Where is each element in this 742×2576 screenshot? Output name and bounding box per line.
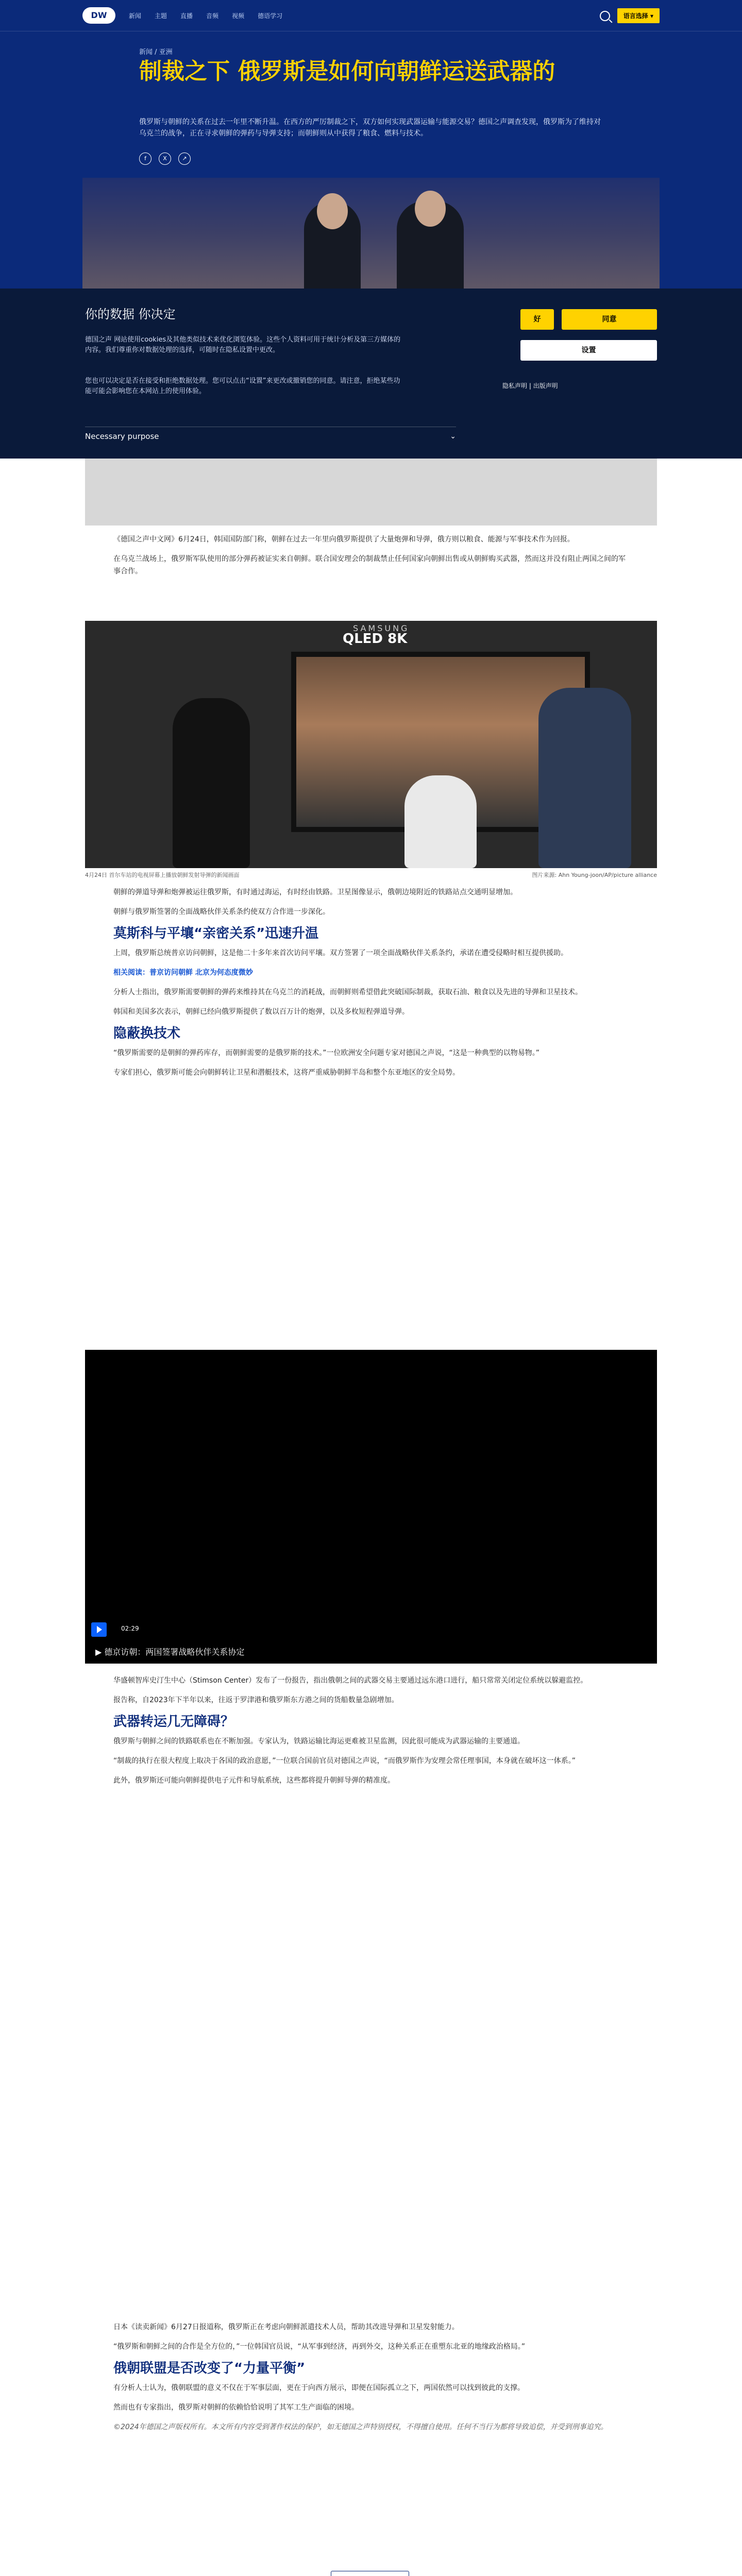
section-heading: 莫斯科与平壤“亲密关系”迅速升温 — [113, 926, 319, 941]
header-actions — [600, 8, 660, 23]
accept-short-button[interactable]: 好 — [520, 309, 554, 330]
paragraph: 日本《读卖新闻》6月27日报道称，俄罗斯正在考虑向朝鲜派遣技术人员，帮助其改进导弹和卫星发射能力。 — [113, 2323, 459, 2331]
photo-credit: 图片来源: Ahn Young-joon/AP/picture alliance — [532, 872, 657, 878]
person-silhouette — [404, 775, 477, 868]
article-lead: 俄罗斯与朝鲜的关系在过去一年里不断升温。在西方的严厉制裁之下，双方如何实现武器运输与能源交易？德国之声调查发现，俄罗斯为了维持对乌克兰的战争，正在寻求朝鲜的弹药与导弹支持；而朝鲜则从中获得了粮食、燃料与技术。 — [139, 118, 601, 138]
paragraph: 上周，俄罗斯总统普京访问朝鲜，这是他二十多年来首次访问平壤。双方签署了一项全面战略伙伴关系条约，承诺在遭受侵略时相互提供援助。 — [113, 949, 568, 957]
cookie-consent-banner — [0, 289, 742, 459]
video-duration: 02:29 — [121, 1625, 139, 1632]
article-paragraphs-2 — [113, 886, 629, 1086]
article-paragraphs-4 — [113, 2321, 629, 2441]
necessary-purpose-toggle[interactable] — [85, 427, 456, 446]
paragraph: 韩国和美国多次表示，朝鲜已经向俄罗斯提供了数以百万计的炮弹，以及多枚短程弹道导弹。 — [113, 1008, 409, 1016]
caption-text: 4月24日 首尔车站的电视屏幕上播放朝鲜发射导弹的新闻画面 — [85, 872, 240, 878]
hero-image — [82, 178, 660, 289]
video-controls — [85, 1618, 657, 1641]
chevron-down-icon: ⌄ — [450, 432, 456, 440]
article-paragraphs-1 — [113, 533, 629, 585]
nav-item[interactable]: 直播 — [180, 12, 193, 20]
hero-face-left — [317, 193, 348, 229]
accept-all-button[interactable]: 同意 — [562, 309, 657, 330]
main-nav — [129, 11, 282, 20]
section-heading: 隐蔽换技术 — [113, 1026, 181, 1041]
play-button[interactable] — [91, 1622, 107, 1637]
paragraph: 朝鲜的弹道导弹和炮弹被运往俄罗斯，有时通过海运，有时经由铁路。卫星图像显示，俄朝边境附近的铁路站点交通明显增加。 — [113, 888, 517, 896]
consent-title: 你的数据 你决定 — [85, 307, 176, 321]
article-hero — [0, 0, 742, 289]
video-title[interactable]: ▶ 德京访朝：两国签署战略伙伴关系协定 — [85, 1641, 657, 1664]
facebook-icon[interactable]: f — [139, 152, 151, 165]
language-selector-button[interactable]: 语言选择 ▾ — [617, 8, 660, 23]
paragraph: 有分析人士认为，俄朝联盟的意义不仅在于军事层面，更在于向西方展示，即便在国际孤立之下，两国依然可以找到彼此的支撑。 — [113, 2384, 525, 2392]
person-silhouette — [538, 688, 631, 868]
nav-item[interactable]: 视频 — [232, 12, 245, 20]
search-icon[interactable] — [600, 11, 610, 21]
person-silhouette — [173, 698, 250, 868]
top-navigation — [0, 0, 742, 31]
page-title: 制裁之下 俄罗斯是如何向朝鲜运送武器的 — [139, 58, 555, 84]
dw-logo[interactable]: DW — [82, 7, 115, 24]
section-heading: 俄朝联盟是否改变了“力量平衡” — [113, 2361, 306, 2376]
share-icon[interactable]: ↗ — [178, 152, 191, 165]
tv-brand-text: QLED 8K — [343, 631, 408, 647]
related-content-button[interactable] — [331, 2571, 409, 2576]
paragraph: 《德国之声中文网》6月24日，韩国国防部门称，朝鲜在过去一年里向俄罗斯提供了大量炮弹和导弹，俄方则以粮食、能源与军事技术作为回报。 — [113, 535, 575, 544]
nav-item[interactable]: 音频 — [206, 12, 219, 20]
paragraph: 朝鲜与俄罗斯签署的全面战略伙伴关系条约使双方合作进一步深化。 — [113, 908, 330, 916]
share-bar — [139, 152, 191, 165]
lead-image-continuation — [85, 459, 657, 526]
nav-item[interactable]: 主题 — [155, 12, 167, 20]
settings-button[interactable]: 设置 — [520, 340, 657, 361]
paragraph: 专家们担心，俄罗斯可能会向朝鲜转让卫星和潜艇技术，这将严重威胁朝鲜半岛和整个东亚地区的安全局势。 — [113, 1069, 460, 1077]
article-paragraphs-3 — [113, 1674, 629, 1794]
paragraph: 在乌克兰战场上，俄罗斯军队使用的部分弹药被证实来自朝鲜。联合国安理会的制裁禁止任何国家向朝鲜出售或从朝鲜购买武器，然而这并没有阻止两国之间的军事合作。 — [113, 555, 626, 575]
paragraph: “俄罗斯需要的是朝鲜的弹药库存，而朝鲜需要的是俄罗斯的技术。”一位欧洲安全问题专家对德国之声说，“这是一种典型的以物易物。” — [113, 1049, 540, 1057]
privacy-links[interactable]: 隐私声明 | 出版声明 — [502, 382, 558, 389]
paragraph: “俄罗斯和朝鲜之间的合作是全方位的，”一位韩国官员说，“从军事到经济，再到外交，这种关系正在重塑东北亚的地缘政治格局。” — [113, 2343, 526, 2351]
section-heading: 武器转运几无障碍？ — [113, 1714, 234, 1730]
nav-item[interactable]: 新闻 — [129, 12, 142, 20]
paragraph: 然而也有专家指出，俄罗斯对朝鲜的依赖恰恰说明了其军工生产面临的困境。 — [113, 2403, 359, 2412]
paragraph: 华盛顿智库史汀生中心（Stimson Center）发布了一份报告，指出俄朝之间的武器交易主要通过远东港口进行，船只常常关闭定位系统以躲避监控。 — [113, 1676, 588, 1685]
breadcrumb[interactable]: 新闻 / 亚洲 — [139, 48, 173, 56]
paragraph: 俄罗斯与朝鲜之间的铁路联系也在不断加强。专家认为，铁路运输比海运更难被卫星监测，因此很可能成为武器运输的主要通道。 — [113, 1737, 525, 1745]
paragraph: “制裁的执行在很大程度上取决于各国的政治意愿，”一位联合国前官员对德国之声说，“而俄罗斯作为安理会常任理事国，本身就在破坏这一体系。” — [113, 1757, 576, 1765]
article-photo — [85, 621, 657, 868]
paragraph: 报告称，自2023年下半年以来，往返于罗津港和俄罗斯东方港之间的货船数量急剧增加。 — [113, 1696, 399, 1704]
nav-item[interactable]: 德语学习 — [258, 12, 283, 20]
paragraph: 此外，俄罗斯还可能向朝鲜提供电子元件和导航系统，这些都将提升朝鲜导弹的精准度。 — [113, 1776, 395, 1785]
photo-caption — [85, 871, 657, 879]
copyright-note: ©2024年德国之声版权所有。本文所有内容受到著作权法的保护，如无德国之声特别授权，不得擅自使用。任何不当行为都将导致追偿，并受到刑事追究。 — [113, 2423, 608, 2431]
related-link[interactable]: 相关阅读：普京访问朝鲜 北京为何态度微妙 — [113, 969, 253, 977]
consent-text-2: 您也可以决定是否在接受和拒绝数据处理。您可以点击“设置”来更改或撤销您的同意。请注意，拒绝某些功能可能会影响您在本网站上的使用体验。 — [85, 377, 400, 395]
purpose-label: Necessary purpose — [85, 432, 159, 441]
tv-maker-text: SAMSUNG — [353, 623, 410, 633]
x-icon[interactable]: X — [159, 152, 171, 165]
hero-face-right — [415, 191, 446, 227]
consent-text-1: 德国之声 网站使用cookies及其他类似技术来优化浏览体验。这些个人资料可用于统计分析及第三方媒体的内容。我们尊重你对数据处理的选择，可随时在隐私设置中更改。 — [85, 336, 401, 354]
video-player[interactable] — [85, 1350, 657, 1641]
paragraph: 分析人士指出，俄罗斯需要朝鲜的弹药来维持其在乌克兰的消耗战，而朝鲜则希望借此突破国际制裁，获取石油、粮食以及先进的导弹和卫星技术。 — [113, 988, 582, 996]
